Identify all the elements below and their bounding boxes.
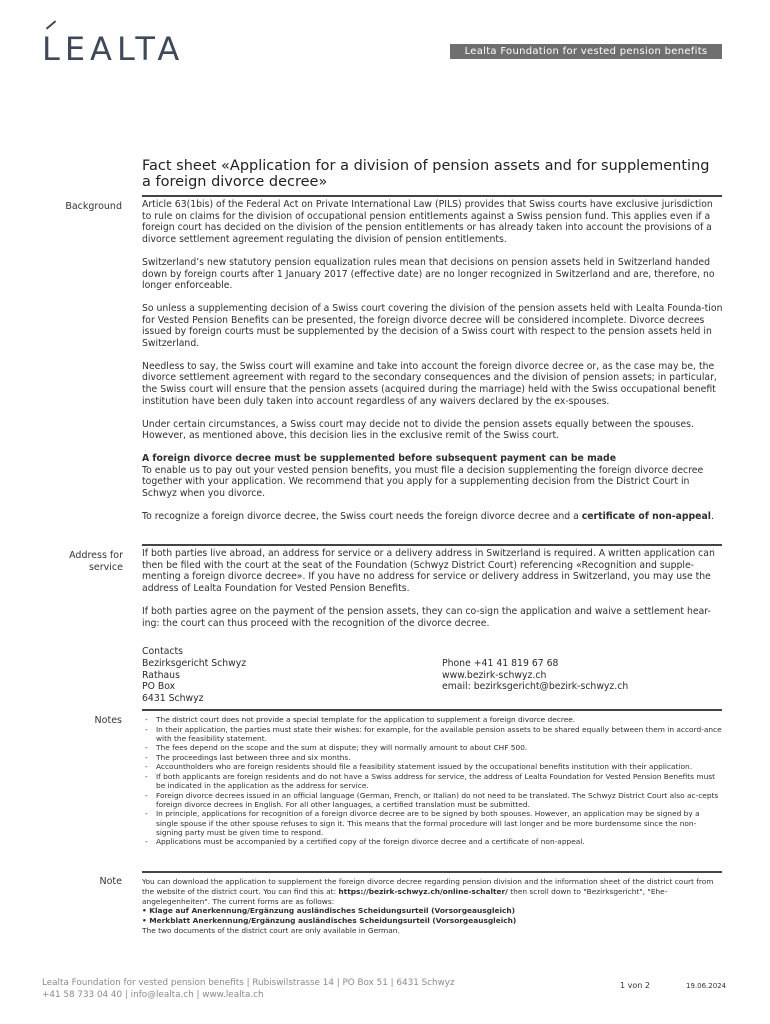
contacts-channels [442, 658, 628, 693]
notes-item: - In their application, the parties must state their wishes: for example, for the available pension assets to be shared equally between them in accord-ance with the feasibility statement. [142, 725, 722, 743]
address-paragraph: If both parties live abroad, an address for service or a delivery address in Switzerland is required. A written application can then be filed with the court at the seat of the Foundation (Schwyz District Court) referencing «Recognition and supple-menting a foreign divorce decree». If you have no address for service or delivery address in Switzerland, you may use the address of Lealta Foundation for Vested Pension Benefits. [142, 548, 715, 595]
divider-notes [142, 709, 722, 711]
note-intro [142, 877, 722, 906]
notes-item: - Applications must be accompanied by a certified copy of the foreign divorce decree and a certificate of non-appeal. [142, 837, 722, 846]
form-item: • Klage auf Anerkennung/Ergänzung ausländisches Scheidungsurteil (Vorsorgeausgleich) [142, 906, 516, 916]
court-city: 6431 Schwyz [142, 693, 204, 705]
label-notes: Notes [94, 715, 122, 726]
court-name: Bezirksgericht Schwyz [142, 658, 247, 669]
contacts-heading: Contacts [142, 646, 184, 657]
notes-item: - The district court does not provide a special template for the application to supplement a foreign divorce decree. [142, 715, 722, 724]
title-line-2: a foreign divorce decree» [142, 174, 328, 190]
form-item: • Merkblatt Anerkennung/Ergänzung ausländisches Scheidungsurteil (Vorsorgeausgleich) [142, 916, 517, 926]
background-paragraph: Article 63(1bis) of the Federal Act on Private International Law (PILS) provides that Swiss courts have exclusive jurisdiction to rule on claims for the division of occupational pension entitlements against a Swiss pension fund. This applies even if a foreign court has decided on the division of the pension entitlements or has already taken into account the provisions of a divorce settlement agreement regulating the division of pension entitlements. [142, 199, 713, 246]
section-address [142, 548, 724, 640]
court-website: www.bezirk-schwyz.ch [442, 669, 547, 681]
notes-item: - The fees depend on the scope and the sum at dispute; they will normally amount to about CHF 500. [142, 743, 722, 752]
label-note: Note [99, 876, 122, 887]
certificate-term: certificate of non-appeal [581, 510, 711, 522]
notes-item: - In principle, applications for recognition of a foreign divorce decree are to be signed by both spouses. However, an application may be signed by a single spouse if the other spouse refuses to sign it. This means that the formal procedure will last longer and be more burdensome since the non-signing party must be given time to respond. [142, 809, 722, 836]
lealta-logo [42, 30, 184, 68]
page-title [142, 158, 722, 190]
background-paragraph: Switzerland’s new statutory pension equalization rules mean that decisions on pension assets held in Switzerland handed down by foreign courts after 1 January 2017 (effective date) are no longer recognized in Switzerland and are, therefore, no longer enforceable. [142, 256, 715, 292]
footer-address: Lealta Foundation for vested pension benefits | Rubiswilstrasse 14 | PO Box 51 | 6431 Schwyz [42, 978, 455, 988]
section-background [142, 199, 724, 533]
label-background: Background [65, 201, 122, 212]
notes-list [142, 715, 722, 847]
note-last: The two documents of the district court are only available in German. [142, 925, 400, 935]
court-street: Rathaus [142, 669, 180, 681]
background-paragraph: Under certain circumstances, a Swiss court may decide not to divide the pension assets equally between the spouses. However, as mentioned above, this decision lies in the exclusive remit of the Swiss court. [142, 418, 694, 442]
paragraph-text: To recognize a foreign divorce decree, the Swiss court needs the foreign divorce decree and a [142, 510, 582, 522]
background-paragraph [142, 511, 724, 523]
background-paragraph: Needless to say, the Swiss court will examine and take into account the foreign divorce decree or, as the case may be, the divorce settlement agreement with regard to the secondary consequences and the division of pension assets; in particular, the Swiss court will ensure that the pension assets (acquired during the marriage) held with the Swiss occupational benefit institution have been duly taken into account regardless of any waivers declared by the ex-spouses. [142, 360, 717, 407]
notes-item: - If both applicants are foreign residents and do not have a Swiss address for service, the address of Lealta Foundation for Vested Pension Benefits must be indicated in the application as the address for service. [142, 772, 722, 790]
logo-text: LEALTA [42, 30, 185, 68]
paragraph-text: . [710, 510, 714, 522]
note-text: then scroll down to "Bezirksgericht", "Ehe-angelegenheiten". The current forms are as follows: [142, 886, 668, 906]
document-date: 19.06.2024 [686, 982, 727, 990]
contacts-address [142, 658, 246, 705]
footer-contact: +41 58 733 04 40 | info@lealta.ch | www.lealta.ch [42, 990, 264, 1000]
court-email: email: bezirksgericht@bezirk-schwyz.ch [442, 681, 629, 693]
background-paragraph: So unless a supplementing decision of a Swiss court covering the division of the pension assets held with Lealta Founda-tion for Vested Pension Benefits can be presented, the foreign divorce decree will be considered incomplete. Divorce decrees issued by foreign courts must be supplemented by the decision of a Swiss court with respect to the pension assets held in Switzerland. [142, 302, 723, 350]
contacts-block [142, 646, 722, 705]
header-banner: Lealta Foundation for vested pension benefits [450, 44, 722, 59]
note-section [142, 877, 722, 936]
label-address-for-service: Address for service [69, 550, 123, 573]
logo-accent-mark [46, 20, 56, 29]
page-number: 1 von 2 [620, 981, 650, 990]
notes-item: - Accountholders who are foreign residents should file a feasibility statement issued by the occupational benefits institution with their application. [142, 762, 722, 771]
address-paragraph: If both parties agree on the payment of the pension assets, they can co-sign the application and waive a settlement hear-ing: the court can thus proceed with the recognition of the divorce decree. [142, 605, 711, 629]
divider-background [142, 195, 722, 197]
title-line-1: Fact sheet «Application for a division of pension assets and for supplementing [142, 158, 710, 174]
court-box: PO Box [142, 681, 176, 693]
court-phone: Phone +41 41 819 67 68 [442, 658, 559, 669]
note-text: You can download the application to supplement the foreign divorce decree regarding pension division and the information sheet of the district court from the website of the district court. You can find this at: [142, 877, 714, 896]
district-court-link[interactable]: https://bezirk-schwyz.ch/online-schalter/ [338, 886, 508, 896]
footer [42, 977, 455, 1001]
subsection-heading: A foreign divorce decree must be supplemented before subsequent payment can be made [142, 452, 617, 464]
background-paragraph: To enable us to pay out your vested pension benefits, you must file a decision supplementing the foreign divorce decree together with your application. We recommend that you apply for a supplementing decision from the District Court in Schwyz when you divorce. [142, 464, 704, 500]
divider-note [142, 871, 722, 873]
divider-address [142, 544, 722, 546]
notes-item: - The proceedings last between three and six months. [142, 753, 722, 762]
notes-item: - Foreign divorce decrees issued in an official language (German, French, or Italian) do not need to be translated. The Schwyz District Court also ac-cepts foreign divorce decrees in English. For all other languages, a certified translation must be submitted. [142, 791, 722, 809]
